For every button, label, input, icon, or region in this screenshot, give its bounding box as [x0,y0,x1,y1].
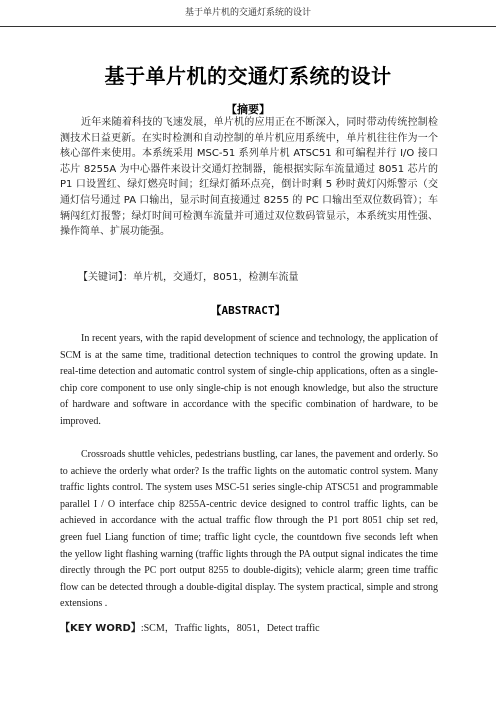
document-title: 基于单片机的交通灯系统的设计 [104,64,392,88]
abstract-en-heading: 【ABSTRACT】 [210,304,286,317]
running-header: 基于单片机的交通灯系统的设计 [0,0,496,27]
abstract-en-paragraph: In recent years, with the rapid development of science and technology, the application of SCM is at the same time, traditional detection techniques to control the growing update. In real-time detection and automatic control system of single-chip applications, often as a single-chip core component to use only single-chip is not enough knowledge, but also the structure of hardware and software in accordance with the specific combination of hardware, to be improved. [60,333,438,427]
abstract-cn-heading: 【摘要】 [226,103,270,116]
keywords-cn: 【关键词】：单片机，交通灯，8051，检测车流量 [78,272,299,283]
abstract-cn-text: 近年来随着科技的飞速发展，单片机的应用正在不断深入，同时带动传统控制检测技术日益更新。在实时检测和自动控制的单片机应用系统中，单片机往往作为一个核心部件来使用。本系统采用 MSC-51 系列单片机 ATSC51 和可编程并行 I/O 接口芯片 8255A 为中心器件来设计交通灯控制器，能根据实际车流量通过 8051 芯片的 P1 口设置红、绿灯燃亮时间；红绿灯循环点亮，倒计时剩 5 秒时黄灯闪烁警示（交通灯信号通过 PA 口输出，显示时间直接通过 8255 的 PC 口输出至双位数码管）；车辆闯红灯报警；绿灯时间可检测车流量并可通过双位数码管显示，本系统实用性强、操作简单、扩展功能强。 [60,117,438,238]
keywords-en-label: 【KEY WORD】 [60,623,141,634]
keywords-en [60,619,438,634]
abstract-en-paragraph: Crossroads shuttle vehicles, pedestrians bustling, car lanes, the pavement and orderly. So to achieve the orderly what order? Is the traffic lights on the automatic control system. Many traffic lights control. The system uses MSC-51 series single-chip ATSC51 and programmable parallel I / O interface chip 8255A-centric device designed to control traffic lights, can be achieved in accordance with the actual traffic flow through the P1 port 8051 chip set red, green fuel Liang function of time; traffic light cycle, the countdown five seconds left when the yellow light flashing warning (traffic lights through the PA output signal indicates the time directly through the PC port output 8255 to double-digits); vehicle alarm; green time traffic flow can be detected through a double-digital display. The system practical, simple and strong extensions . [60,449,438,610]
keywords-en-text: :SCM，Traffic lights，8051，Detect traffic [140,623,320,634]
